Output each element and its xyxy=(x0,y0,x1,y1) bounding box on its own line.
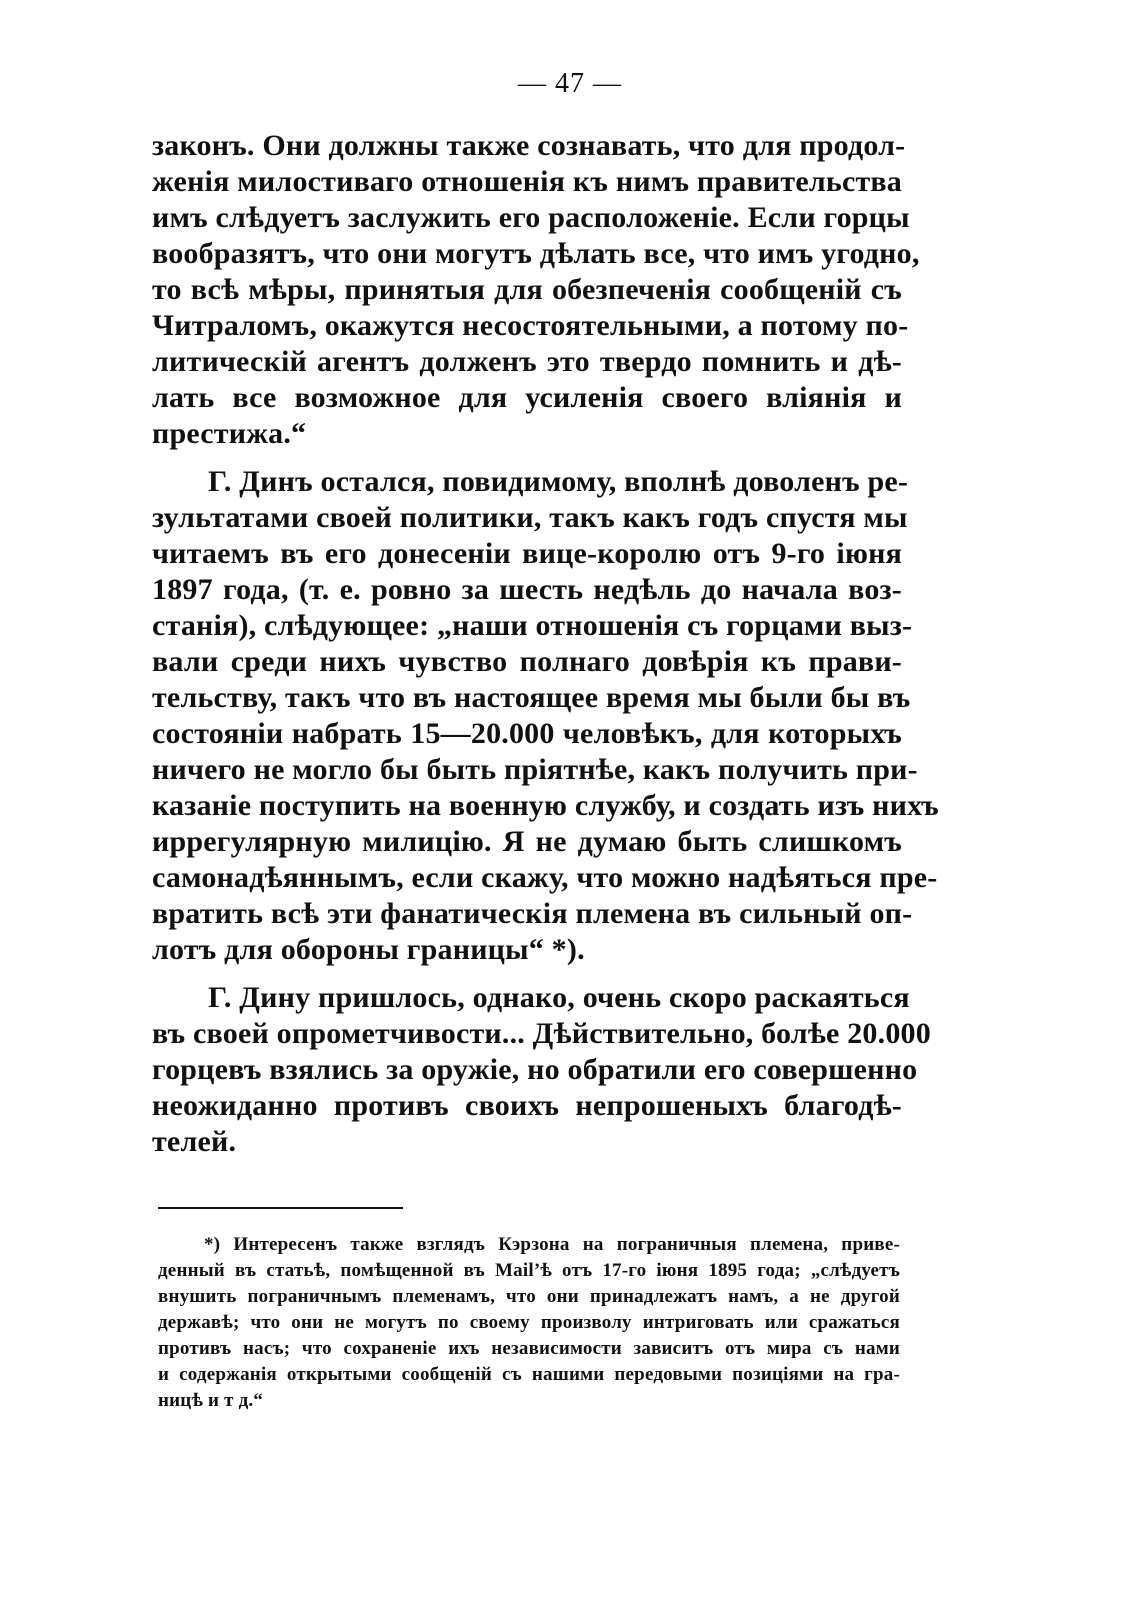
body-text xyxy=(152,128,939,1160)
paragraph xyxy=(152,980,931,1160)
footnote xyxy=(158,1232,900,1414)
text-line: законъ. Они должны также сознавать, что для продол- xyxy=(152,129,906,162)
text-line: иррегулярную милицію. Я не думаю быть слишкомъ xyxy=(152,825,902,858)
footnote-line: внушить пограничнымъ племенамъ, что они принадлежатъ намъ, а не другой xyxy=(158,1286,900,1307)
text-line: вообразятъ, что они могутъ дѣлать все, что имъ угодно, xyxy=(152,237,920,270)
text-line: 1897 года, (т. е. ровно за шесть недѣль до начала воз- xyxy=(152,573,902,606)
text-line: читаемъ въ его донесеніи вице-королю отъ 9-го іюня xyxy=(152,537,902,570)
text-line: горцевъ взялись за оружіе, но обратили его совершенно xyxy=(152,1053,918,1086)
text-line: телей. xyxy=(152,1125,237,1158)
paragraph xyxy=(152,128,920,452)
text-line: Г. Дину пришлось, однако, очень скоро раскаяться xyxy=(208,981,910,1014)
text-line: женія милостиваго отношенія къ нимъ правительства xyxy=(152,165,902,198)
text-line: лотъ для обороны границы“ *). xyxy=(152,933,585,966)
text-line: вали среди нихъ чувство полнаго довѣрія къ прави- xyxy=(152,645,902,678)
text-line: литическій агентъ долженъ это твердо помнить и дѣ- xyxy=(152,345,902,378)
text-line: казаніе поступить на военную службу, и создать изъ нихъ xyxy=(152,789,939,822)
text-line: зультатами своей политики, такъ какъ годъ спустя мы xyxy=(152,501,908,534)
footnote-line: противъ насъ; что сохраненіе ихъ независимости зависитъ отъ мира съ нами xyxy=(158,1338,900,1359)
footnote-line: ницѣ и т д.“ xyxy=(158,1390,264,1411)
text-line: престижа.“ xyxy=(152,417,307,450)
text-line: имъ слѣдуетъ заслужить его расположеніе. Если горцы xyxy=(152,201,910,234)
text-line: неожиданно противъ своихъ непрошеныхъ благодѣ- xyxy=(152,1089,902,1122)
footnote-line: и содержанія открытыми сообщеній съ нашими передовыми позиціями на гра- xyxy=(158,1364,900,1385)
text-line: самонадѣяннымъ, если скажу, что можно надѣяться пре- xyxy=(152,861,938,894)
text-line: въ своей опрометчивости... Дѣйствительно, болѣе 20.000 xyxy=(152,1017,931,1050)
footnote-line: *) Интересенъ также взглядъ Кэрзона на пограничныя племена, приве- xyxy=(204,1234,900,1255)
text-line: то всѣ мѣры, принятыя для обезпеченія сообщеній съ xyxy=(152,273,902,306)
text-line: Г. Динъ остался, повидимому, вполнѣ доволенъ ре- xyxy=(208,465,909,498)
footnote-divider xyxy=(158,1207,403,1209)
text-line: станія), слѣдующее: „наши отношенія съ горцами выз- xyxy=(152,609,913,642)
text-line: тельству, такъ что въ настоящее время мы были бы въ xyxy=(152,681,911,714)
text-line: Читраломъ, окажутся несостоятельными, а потому по- xyxy=(152,309,909,342)
paragraph xyxy=(152,464,939,968)
text-line: вратить всѣ эти фанатическія племена въ сильный оп- xyxy=(152,897,913,930)
footnote-line: денный въ статьѣ, помѣщенной въ Mail’ѣ отъ 17-го іюня 1895 года; „слѣдуетъ xyxy=(158,1260,900,1281)
footnote-line: державѣ; что они не могутъ по своему произволу интриговать или сражаться xyxy=(158,1312,900,1333)
page-number: — 47 — xyxy=(518,68,622,99)
text-line: ничего не могло бы быть пріятнѣе, какъ получить при- xyxy=(152,753,918,786)
text-line: состояніи набрать 15—20.000 человѣкъ, для которыхъ xyxy=(152,717,902,750)
text-line: лать все возможное для усиленія своего вліянія и xyxy=(152,381,902,414)
